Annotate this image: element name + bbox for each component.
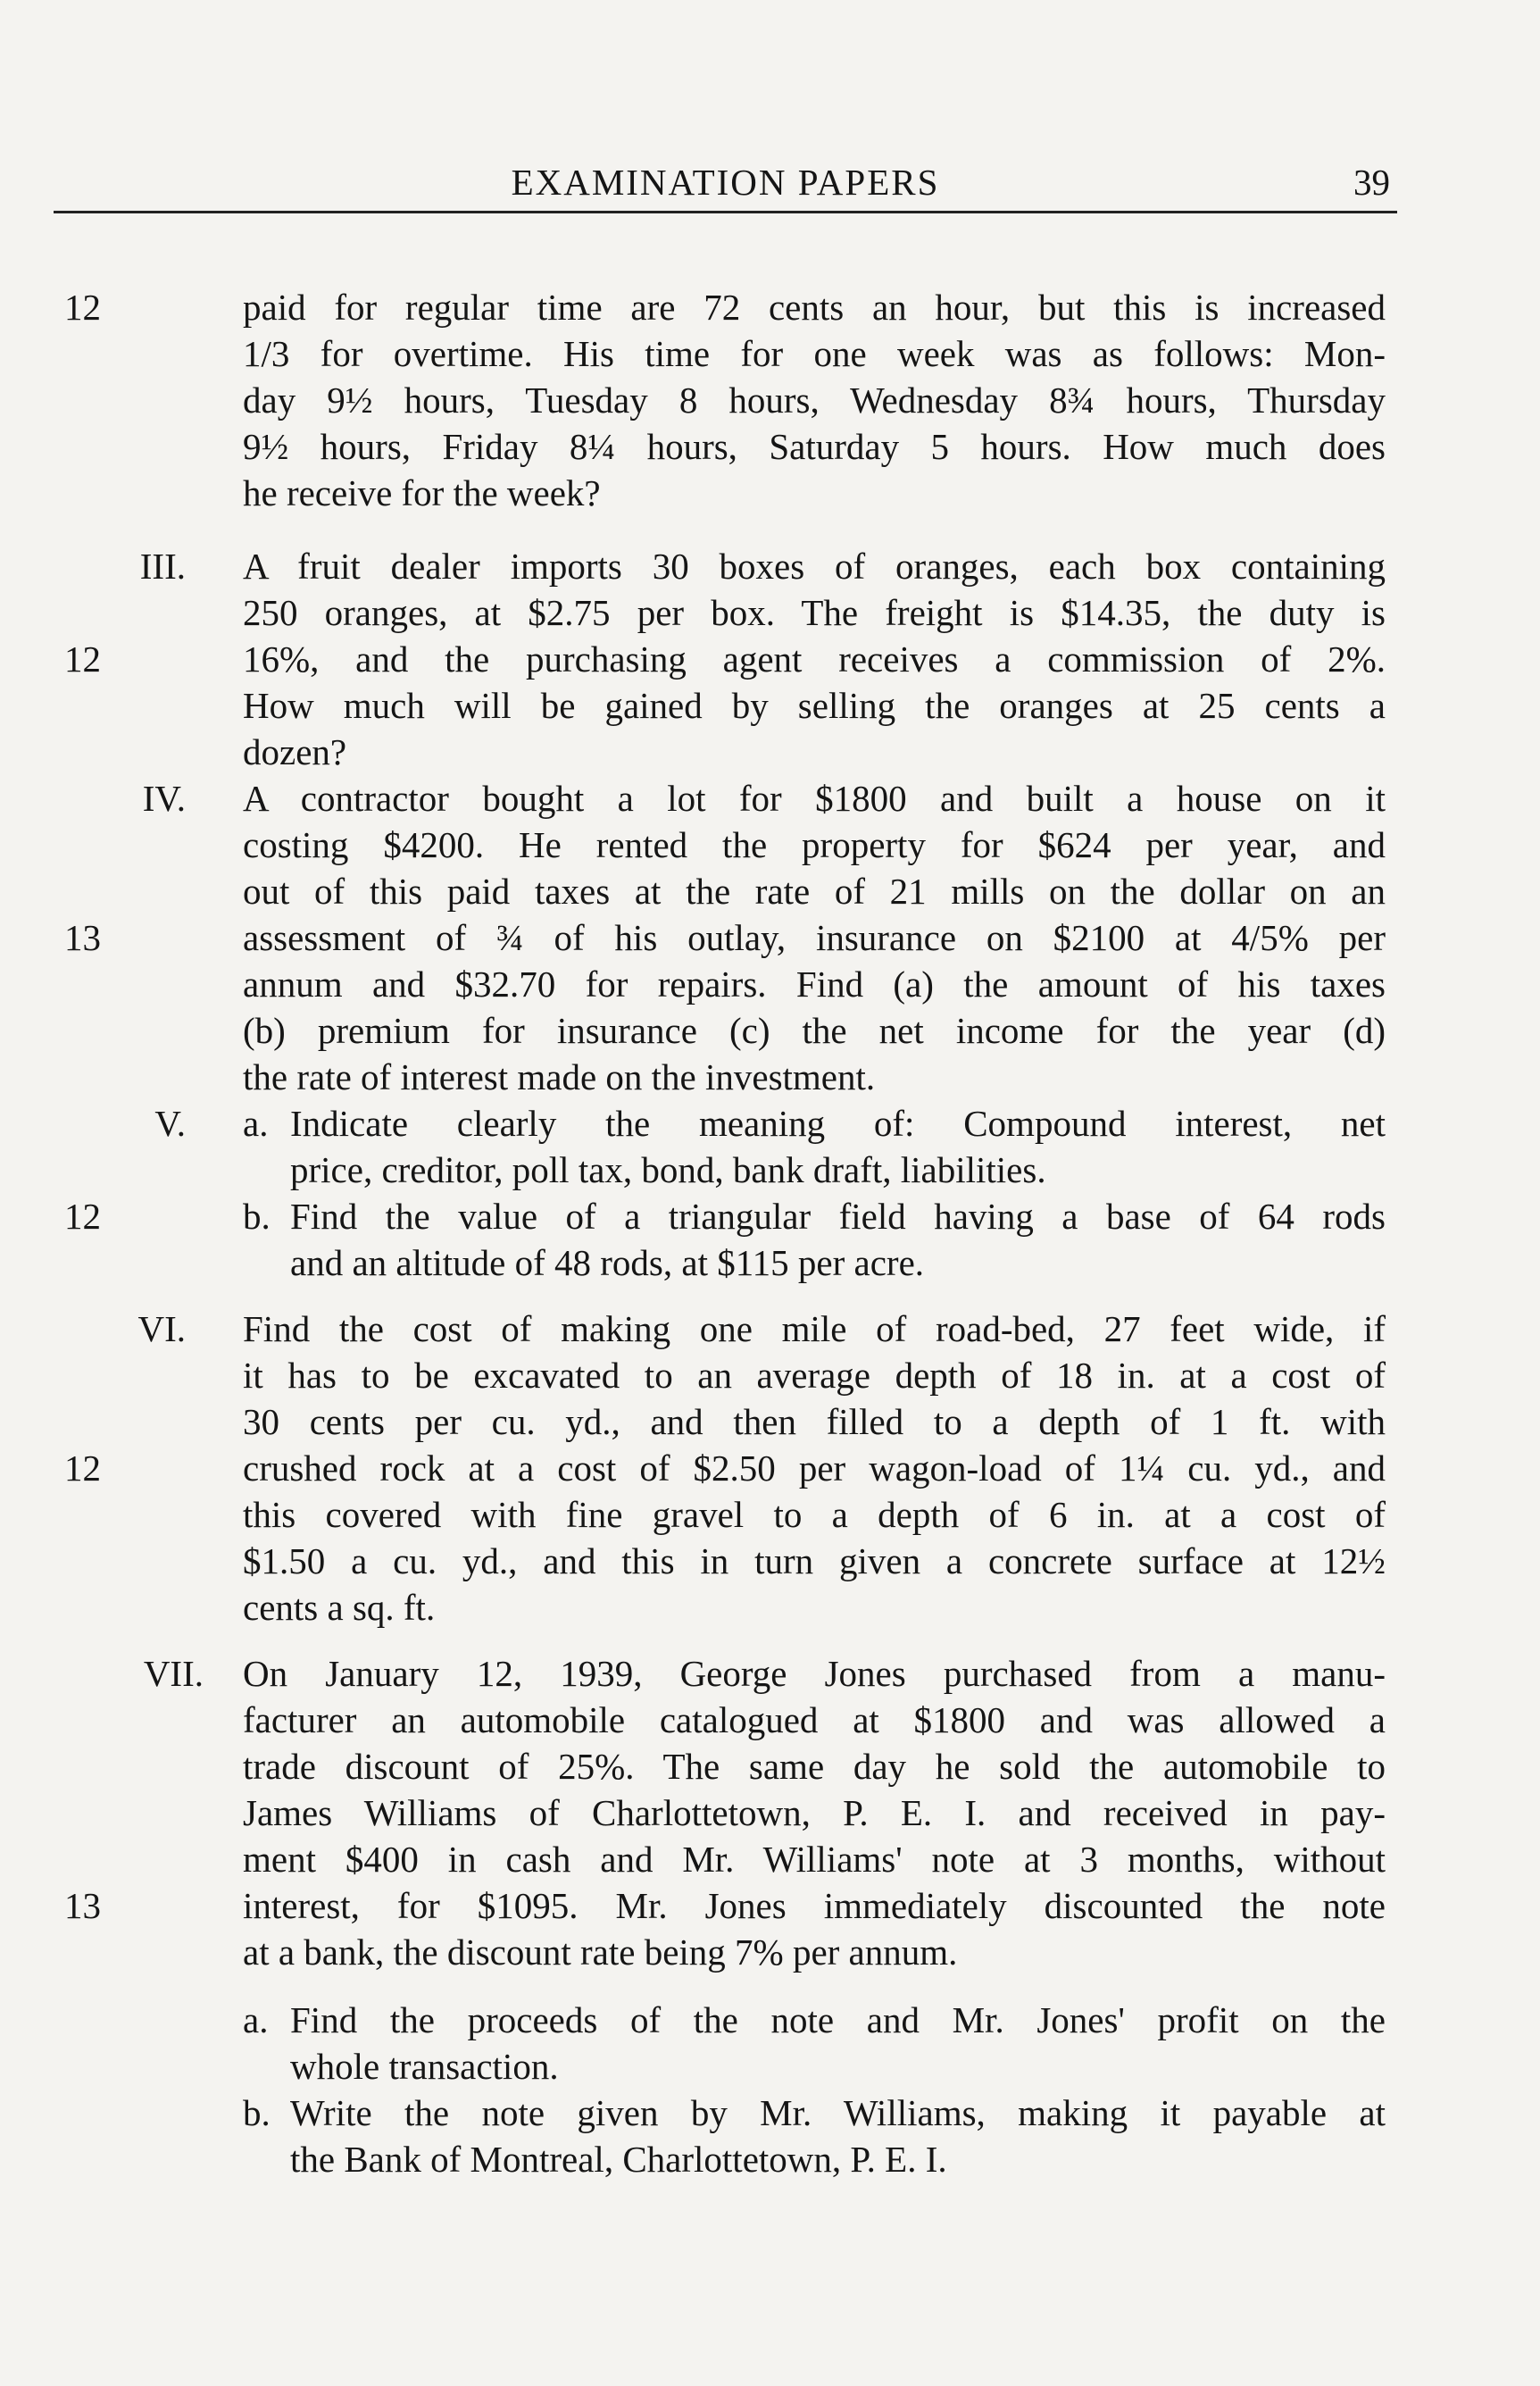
q7a-line-1 [243,2000,1386,2040]
marks-q2: 12 [64,287,101,328]
q3-line-5: dozen? [243,731,347,772]
q5b-letter: b. [243,1196,271,1237]
q5a-line-1 [243,1104,1386,1143]
q3-line-2: 250 oranges, at $2.75 per box. The freight is $14.35, the duty is [243,592,1386,633]
q7b-text-1: Write the note given by Mr. Williams, making it payable at [290,2092,1386,2133]
q7a-text-1: Find the proceeds of the note and Mr. Jones' profit on the [290,1999,1386,2040]
q7b-letter: b. [243,2092,271,2133]
q4-line-5: annum and $32.70 for repairs. Find (a) the amount of his taxes [243,964,1386,1005]
q4-numeral: IV. [142,778,186,819]
q4-line-3: out of this paid taxes at the rate of 21 mills on the dollar on an [243,871,1386,912]
q6-line-1: Find the cost of making one mile of road-bed, 27 feet wide, if [243,1308,1386,1349]
q6-line-3: 30 cents per cu. yd., and then filled to a depth of 1 ft. with [243,1401,1386,1442]
q4-line-1: A contractor bought a lot for $1800 and built a house on it [243,778,1386,819]
q2-line-3: day 9½ hours, Tuesday 8 hours, Wednesday 8¾ hours, Thursday [243,380,1386,421]
q6-line-2: it has to be excavated to an average depth of 18 in. at a cost of [243,1355,1386,1396]
q5a-line-2: price, creditor, poll tax, bond, bank draft, liabilities. [290,1149,1046,1190]
q7-line-6: interest, for $1095. Mr. Jones immediately discounted the note [243,1885,1386,1926]
q7b-line-2: the Bank of Montreal, Charlottetown, P. E. I. [290,2139,947,2180]
q5a-text-1: Indicate clearly the meaning of: Compound interest, net [290,1103,1386,1144]
q4-line-4: assessment of ¾ of his outlay, insurance on $2100 at 4/5% per [243,917,1386,958]
q3-line-4: How much will be gained by selling the oranges at 25 cents a [243,685,1386,726]
q6-line-7: cents a sq. ft. [243,1587,436,1628]
q5-numeral: V. [154,1103,186,1144]
header-title: EXAMINATION PAPERS [511,162,940,203]
q2-line-1: paid for regular time are 72 cents an hour, but this is increased [243,287,1386,328]
page-number: 39 [1353,162,1390,203]
q3-line-3: 16%, and the purchasing agent receives a commission of 2%. [243,638,1386,680]
q6-line-4: crushed rock at a cost of $2.50 per wagon-load of 1¼ cu. yd., and [243,1447,1386,1489]
q2-line-5: he receive for the week? [243,472,601,513]
q7a-line-2: whole transaction. [290,2046,559,2087]
q5b-line-2: and an altitude of 48 rods, at $115 per acre. [290,1242,925,1283]
q7-line-2: facturer an automobile catalogued at $1800 and was allowed a [243,1699,1386,1740]
q7-line-7: at a bank, the discount rate being 7% per annum. [243,1931,958,1973]
marks-q5: 12 [64,1196,101,1237]
q4-line-7: the rate of interest made on the investment. [243,1056,876,1097]
running-header [54,157,1397,213]
q3-numeral: III. [139,546,186,587]
q5b-text-1: Find the value of a triangular field having a base of 64 rods [290,1196,1386,1237]
q3-line-1: A fruit dealer imports 30 boxes of oranges, each box containing [243,546,1386,587]
q2-line-2: 1/3 for overtime. His time for one week was as follows: Mon- [243,333,1386,374]
q5b-line-1 [243,1197,1386,1236]
q7a-letter: a. [243,1999,269,2040]
q4-line-6: (b) premium for insurance (c) the net income for the year (d) [243,1010,1386,1051]
q7-line-3: trade discount of 25%. The same day he sold the automobile to [243,1746,1386,1787]
q6-line-6: $1.50 a cu. yd., and this in turn given a concrete surface at 12½ [243,1540,1386,1581]
q6-line-5: this covered with fine gravel to a depth of 6 in. at a cost of [243,1494,1386,1535]
q4-line-2: costing $4200. He rented the property for $624 per year, and [243,824,1386,865]
marks-q7: 13 [64,1885,101,1926]
q7-line-4: James Williams of Charlottetown, P. E. I. and received in pay- [243,1792,1386,1833]
q2-line-4: 9½ hours, Friday 8¼ hours, Saturday 5 hours. How much does [243,426,1386,467]
marks-q4: 13 [64,917,101,958]
marks-q6: 12 [64,1447,101,1489]
marks-q3: 12 [64,638,101,680]
q7b-line-1 [243,2093,1386,2132]
q6-numeral: VI. [137,1308,186,1349]
q5a-letter: a. [243,1103,269,1144]
q7-line-1: On January 12, 1939, George Jones purchased from a manu- [243,1653,1386,1694]
q7-numeral: VII. [143,1653,204,1694]
q7-line-5: ment $400 in cash and Mr. Williams' note at 3 months, without [243,1839,1386,1880]
